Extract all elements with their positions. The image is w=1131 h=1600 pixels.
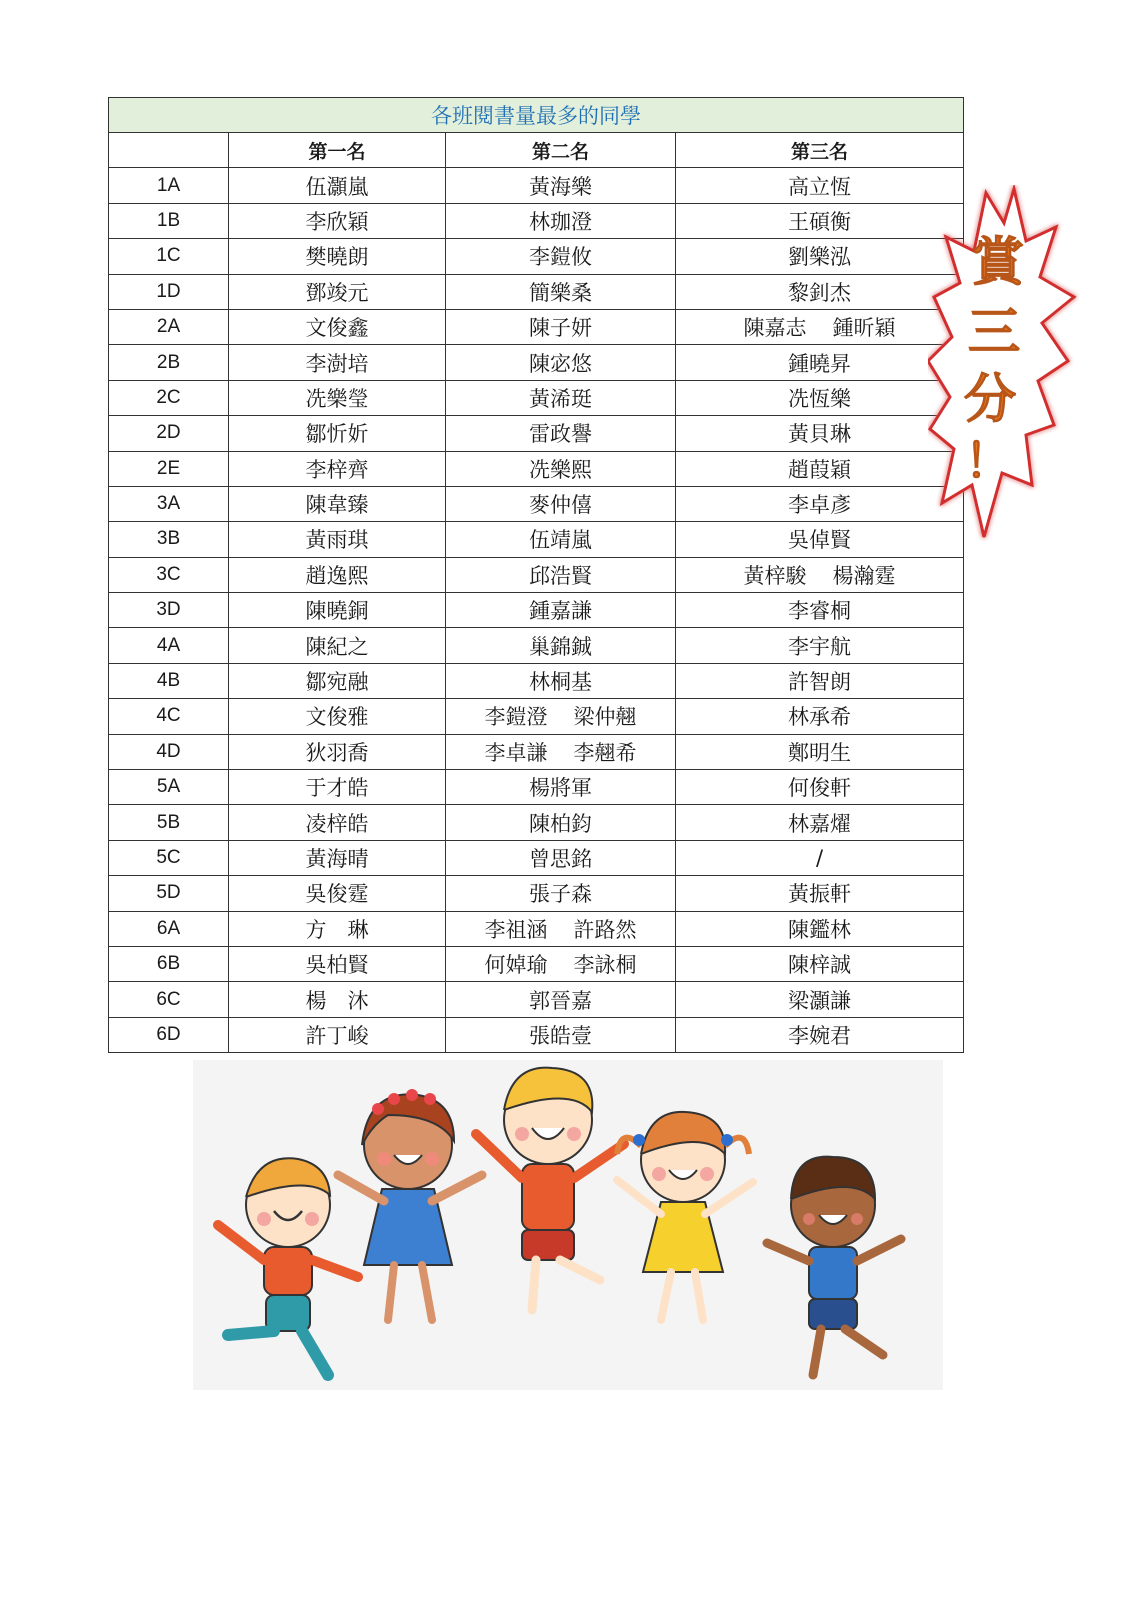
student-name: 鄒宛融 [305, 670, 369, 695]
third-place-cell [676, 486, 964, 521]
class-cell: 1B [109, 203, 229, 238]
student-name: 吳柏賢 [305, 953, 369, 978]
second-place-cell [446, 982, 676, 1017]
second-place-cell [446, 805, 676, 840]
student-name: 劉樂泓 [788, 245, 851, 270]
first-place-cell [229, 1017, 446, 1052]
table-row [109, 522, 964, 557]
student-name: 簡樂桑 [529, 280, 592, 305]
student-name: 林珈澄 [529, 209, 592, 234]
second-place-cell [446, 380, 676, 415]
student-name: 邱浩賢 [529, 563, 592, 588]
student-name: 趙逸熙 [305, 563, 369, 588]
second-place-cell [446, 451, 676, 486]
class-cell: 6C [109, 982, 229, 1017]
table-row [109, 911, 964, 946]
third-place-cell [676, 840, 964, 875]
second-place-cell [446, 699, 676, 734]
class-cell: 2D [109, 416, 229, 451]
student-name: 黎釗杰 [788, 280, 851, 305]
first-place-cell [229, 734, 446, 769]
student-name: 李鎧澄 [484, 705, 548, 730]
third-place-cell [676, 805, 964, 840]
class-cell: 2A [109, 309, 229, 344]
first-place-cell [229, 946, 446, 981]
second-place-cell [446, 274, 676, 309]
student-name: 王碩衡 [788, 209, 851, 234]
first-place-cell [229, 628, 446, 663]
third-place-cell [676, 239, 964, 274]
student-name: 李卓彥 [788, 493, 851, 518]
third-place-cell [676, 309, 964, 344]
student-name: 鄒忻妡 [305, 422, 369, 447]
third-place-cell [676, 1017, 964, 1052]
third-place-cell [676, 203, 964, 238]
first-place-cell [229, 805, 446, 840]
student-name: 文俊鑫 [305, 316, 369, 341]
student-name: 鍾曉昇 [788, 351, 851, 376]
header-row [109, 133, 964, 168]
class-cell: 3D [109, 593, 229, 628]
second-place-cell [446, 628, 676, 663]
student-name: 李翹希 [573, 740, 637, 765]
student-name: 凌梓皓 [305, 811, 369, 836]
second-place-cell [446, 734, 676, 769]
student-name: 楊將軍 [529, 776, 592, 801]
table-row [109, 628, 964, 663]
first-place-cell [229, 840, 446, 875]
class-cell: 4D [109, 734, 229, 769]
table-row [109, 1017, 964, 1052]
first-place-cell [229, 557, 446, 592]
table-title: 各班閱書量最多的同學 [109, 98, 964, 133]
class-cell: 3B [109, 522, 229, 557]
student-name: 楊瀚霆 [832, 563, 896, 588]
table-row [109, 451, 964, 486]
class-cell: 4B [109, 663, 229, 698]
student-name: 林嘉燿 [788, 811, 851, 836]
reward-char-1: 賞 [971, 233, 1025, 293]
student-name: 陳韋臻 [305, 493, 369, 518]
third-place-cell [676, 876, 964, 911]
first-place-cell [229, 770, 446, 805]
table-row [109, 876, 964, 911]
third-place-cell [676, 699, 964, 734]
student-name: 何婥瑜 [484, 953, 548, 978]
student-name: 李詠桐 [573, 953, 637, 978]
table-row [109, 663, 964, 698]
student-name: 陳梓誠 [788, 953, 851, 978]
student-name: 冼樂熙 [529, 457, 592, 482]
third-place-cell [676, 946, 964, 981]
table-row [109, 203, 964, 238]
first-place-cell [229, 911, 446, 946]
header-second-place: 第二名 [446, 133, 676, 168]
ranking-table [108, 97, 964, 1053]
first-place-cell [229, 982, 446, 1017]
class-cell: 6A [109, 911, 229, 946]
second-place-cell [446, 770, 676, 805]
student-name: 何俊軒 [788, 776, 851, 801]
student-name: 陳曉銅 [305, 599, 369, 624]
student-name: 李鎧攸 [529, 245, 592, 270]
student-name: 冼樂瑩 [305, 386, 369, 411]
class-cell: 2C [109, 380, 229, 415]
student-name: 吳倬賢 [788, 528, 851, 553]
first-place-cell [229, 663, 446, 698]
student-name: 黃梓駿 [743, 563, 807, 588]
reward-char-2: 三 [967, 303, 1021, 363]
table-row [109, 840, 964, 875]
second-place-cell [446, 840, 676, 875]
table-row [109, 309, 964, 344]
student-name: 樊曉朗 [305, 245, 369, 270]
class-cell: 1D [109, 274, 229, 309]
student-name: 黃貝琳 [788, 422, 851, 447]
class-cell: 5B [109, 805, 229, 840]
student-name: 李婉君 [788, 1023, 851, 1048]
table-row [109, 486, 964, 521]
class-cell: 1A [109, 168, 229, 203]
third-place-cell [676, 911, 964, 946]
student-name: 黃海樂 [529, 174, 592, 199]
class-cell: 5D [109, 876, 229, 911]
student-name: 李睿桐 [788, 599, 851, 624]
class-cell: 1C [109, 239, 229, 274]
second-place-cell [446, 239, 676, 274]
third-place-cell [676, 663, 964, 698]
table-row [109, 699, 964, 734]
table-row [109, 946, 964, 981]
first-place-cell [229, 522, 446, 557]
second-place-cell [446, 203, 676, 238]
student-name: 冼恆樂 [788, 386, 851, 411]
student-name: 雷政譽 [529, 422, 592, 447]
first-place-cell [229, 699, 446, 734]
class-cell: 5A [109, 770, 229, 805]
first-place-cell [229, 451, 446, 486]
third-place-cell [676, 345, 964, 380]
class-cell: 6B [109, 946, 229, 981]
table-row [109, 168, 964, 203]
student-name: 黃振軒 [788, 882, 851, 907]
first-place-cell [229, 274, 446, 309]
second-place-cell [446, 416, 676, 451]
student-name: 許智朗 [788, 670, 851, 695]
student-name: 許丁峻 [305, 1023, 369, 1048]
reward-starburst-sticker [928, 185, 1080, 555]
first-place-cell [229, 416, 446, 451]
third-place-cell [676, 593, 964, 628]
table-row [109, 734, 964, 769]
table-row [109, 274, 964, 309]
jumping-kids-illustration [193, 1060, 943, 1390]
student-name: 狄羽喬 [305, 740, 369, 765]
student-name: 陳紀之 [305, 634, 369, 659]
student-name: 鍾昕穎 [832, 316, 896, 341]
student-name: 鄭明生 [788, 740, 851, 765]
first-place-cell [229, 876, 446, 911]
second-place-cell [446, 557, 676, 592]
second-place-cell [446, 946, 676, 981]
header-class [109, 133, 229, 168]
third-place-cell [676, 557, 964, 592]
student-name: 陳嘉志 [743, 316, 807, 341]
student-name: 李梓齊 [305, 457, 369, 482]
student-name: 林承希 [788, 705, 851, 730]
student-name: 梁仲翹 [573, 705, 637, 730]
student-name: 鄧竣元 [305, 280, 369, 305]
second-place-cell [446, 168, 676, 203]
class-cell: 3A [109, 486, 229, 521]
first-place-cell [229, 203, 446, 238]
third-place-cell [676, 522, 964, 557]
student-name: 于才皓 [305, 776, 369, 801]
student-name: 伍灝嵐 [305, 174, 369, 199]
table-row [109, 557, 964, 592]
student-name: / [815, 846, 824, 870]
table-row [109, 380, 964, 415]
student-name: 李祖涵 [484, 917, 548, 942]
third-place-cell [676, 168, 964, 203]
student-name: 梁灝謙 [788, 988, 851, 1013]
first-place-cell [229, 380, 446, 415]
student-name: 張子森 [529, 882, 592, 907]
first-place-cell [229, 239, 446, 274]
third-place-cell [676, 982, 964, 1017]
student-name: 巢錦鋮 [529, 634, 592, 659]
second-place-cell [446, 309, 676, 344]
student-name: 方 琳 [305, 917, 369, 942]
table-row [109, 593, 964, 628]
student-name: 陳柏鈞 [529, 811, 592, 836]
student-name: 黃雨琪 [305, 528, 369, 553]
student-name: 趙葭穎 [788, 457, 851, 482]
class-cell: 6D [109, 1017, 229, 1052]
student-name: 伍靖嵐 [529, 528, 592, 553]
student-name: 楊 沐 [305, 988, 369, 1013]
second-place-cell [446, 486, 676, 521]
student-name: 張皓壹 [529, 1023, 592, 1048]
student-name: 李欣穎 [305, 209, 369, 234]
reward-char-4: ！ [965, 434, 1011, 488]
class-cell: 3C [109, 557, 229, 592]
reward-char-3: 分 [963, 370, 1017, 430]
second-place-cell [446, 345, 676, 380]
header-first-place: 第一名 [229, 133, 446, 168]
student-name: 黃海晴 [305, 847, 369, 871]
second-place-cell [446, 911, 676, 946]
student-name: 李宇航 [788, 634, 851, 659]
table-row [109, 345, 964, 380]
student-name: 黃浠珽 [529, 386, 592, 411]
class-cell: 4C [109, 699, 229, 734]
student-name: 陳宓悠 [529, 351, 592, 376]
class-cell: 2B [109, 345, 229, 380]
second-place-cell [446, 1017, 676, 1052]
table-row [109, 239, 964, 274]
first-place-cell [229, 345, 446, 380]
header-third-place: 第三名 [676, 133, 964, 168]
table-row [109, 805, 964, 840]
second-place-cell [446, 522, 676, 557]
class-cell: 5C [109, 840, 229, 875]
third-place-cell [676, 734, 964, 769]
second-place-cell [446, 876, 676, 911]
third-place-cell [676, 451, 964, 486]
third-place-cell [676, 628, 964, 663]
student-name: 林桐基 [529, 670, 592, 695]
student-name: 麥仲僖 [529, 493, 592, 518]
student-name: 文俊雅 [305, 705, 369, 730]
first-place-cell [229, 168, 446, 203]
third-place-cell [676, 380, 964, 415]
first-place-cell [229, 593, 446, 628]
class-cell: 4A [109, 628, 229, 663]
student-name: 李澍培 [305, 351, 369, 376]
table-row [109, 770, 964, 805]
student-name: 陳子妍 [529, 316, 592, 341]
student-name: 鍾嘉謙 [529, 599, 592, 624]
student-name: 高立恆 [788, 174, 851, 199]
student-name: 李卓謙 [484, 740, 548, 765]
third-place-cell [676, 770, 964, 805]
student-name: 陳鑑林 [788, 917, 851, 942]
student-name: 吳俊霆 [305, 882, 369, 907]
third-place-cell [676, 274, 964, 309]
student-name: 郭晉嘉 [529, 988, 592, 1013]
second-place-cell [446, 663, 676, 698]
class-cell: 2E [109, 451, 229, 486]
second-place-cell [446, 593, 676, 628]
table-row [109, 982, 964, 1017]
first-place-cell [229, 486, 446, 521]
table-body [109, 168, 964, 1053]
student-name: 許路然 [573, 917, 637, 942]
third-place-cell [676, 416, 964, 451]
student-name: 曾思銘 [529, 847, 592, 871]
table-row [109, 416, 964, 451]
first-place-cell [229, 309, 446, 344]
